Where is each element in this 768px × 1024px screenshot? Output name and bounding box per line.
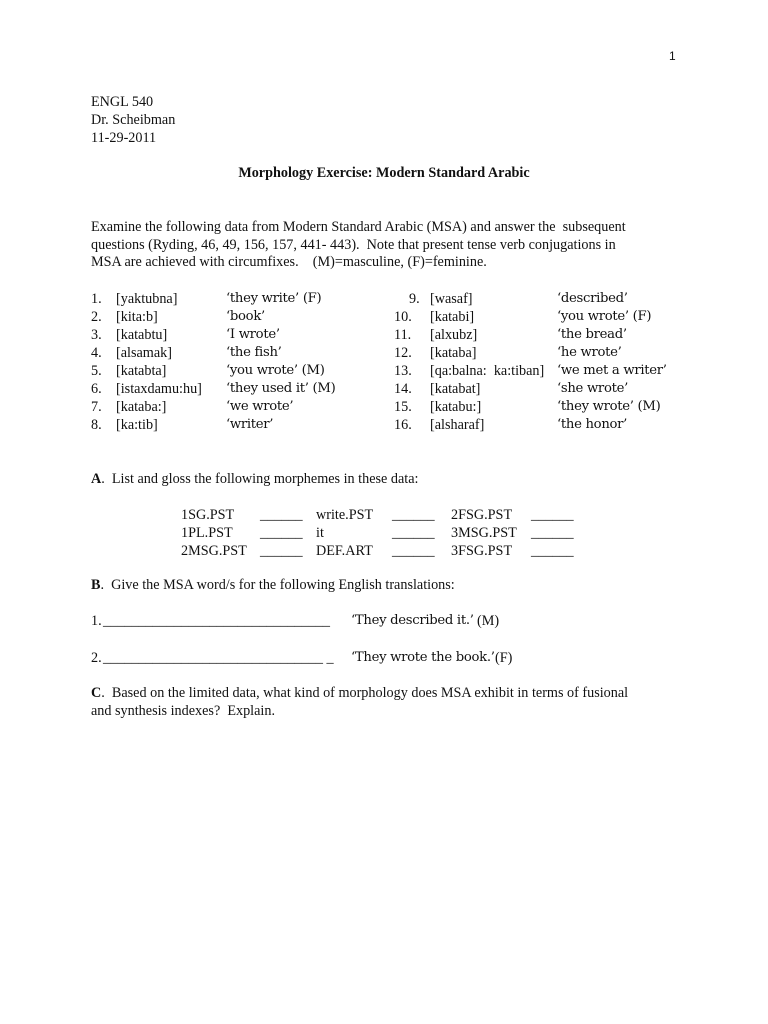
english-gloss: ‘he wrote’ — [557, 345, 622, 360]
translation-item — [91, 612, 691, 630]
data-row — [0, 290, 768, 308]
item-number: 9. — [409, 291, 420, 307]
answer-blank: ______ — [531, 525, 574, 541]
item-number: 15. — [394, 399, 412, 415]
item-number: 5. — [91, 363, 102, 379]
english-gloss: ‘you wrote’ (F) — [557, 309, 652, 324]
data-row — [0, 398, 768, 416]
english-gloss: ‘the honor’ — [557, 417, 628, 432]
question-letter: C — [91, 685, 102, 701]
english-gloss: ‘the bread’ — [557, 327, 627, 342]
intro-line: Examine the following data from Modern Standard Arabic (MSA) and answer the subsequent — [91, 219, 626, 235]
header-block — [91, 93, 175, 147]
item-number: 12. — [394, 345, 412, 361]
english-phrase: ‘They described it.’ — [351, 613, 474, 628]
arabic-form: [alxubz] — [430, 327, 478, 343]
data-row — [0, 416, 768, 434]
intro-paragraph — [91, 218, 671, 271]
english-gloss: ‘they used it’ (M) — [226, 381, 336, 396]
morpheme-label: 2MSG.PST — [181, 543, 247, 559]
english-gloss: ‘I wrote’ — [226, 327, 280, 342]
item-number: 13. — [394, 363, 412, 379]
english-gloss: ‘we wrote’ — [226, 399, 294, 414]
instructor-name: Dr. Scheibman — [91, 112, 176, 128]
english-gloss: ‘described’ — [557, 291, 628, 306]
answer-blank: ______ — [531, 543, 574, 559]
answer-blank: ______ — [260, 543, 303, 559]
english-gloss: ‘you wrote’ (M) — [226, 363, 325, 378]
morpheme-row — [0, 506, 768, 524]
item-number: 4. — [91, 345, 102, 361]
item-number: 1. — [91, 291, 102, 307]
question-line — [91, 684, 681, 702]
english-gloss: ‘they wrote’ (M) — [557, 399, 661, 414]
data-row — [0, 326, 768, 344]
arabic-form: [katabtu] — [116, 327, 168, 343]
morpheme-row — [0, 524, 768, 542]
page-number: 1 — [669, 49, 676, 63]
arabic-form: [kataba] — [430, 345, 477, 361]
answer-blank: ______ — [392, 525, 435, 541]
date: 11-29-2011 — [91, 130, 157, 146]
question-letter: B — [91, 577, 101, 593]
item-number: 2. — [91, 309, 102, 325]
english-gloss: ‘she wrote’ — [557, 381, 628, 396]
english-gloss: ‘we met a writer’ — [557, 363, 667, 378]
morpheme-label: DEF.ART — [316, 543, 373, 559]
english-gloss: ‘writer’ — [226, 417, 274, 432]
item-number: 1. — [91, 613, 102, 629]
question-text: . Give the MSA word/s for the following English translations: — [100, 577, 455, 593]
question-text: . List and gloss the following morphemes in these data: — [101, 471, 419, 487]
answer-blank: ______ — [260, 525, 303, 541]
item-number: 8. — [91, 417, 102, 433]
item-number: 11. — [394, 327, 412, 343]
page-title: Morphology Exercise: Modern Standard Arabic — [238, 165, 530, 181]
arabic-form: [katabu:] — [430, 399, 482, 415]
question-c — [91, 684, 681, 720]
intro-line: questions (Ryding, 46, 49, 156, 157, 441- 443). Note that present tense verb conjugations in — [91, 236, 616, 253]
gender-marker: (M) — [477, 613, 500, 629]
english-gloss: ‘the fish’ — [226, 345, 282, 360]
answer-blank: ______ — [392, 507, 435, 523]
answer-blank: ________________________________ — [103, 613, 330, 629]
arabic-form: [kita:b] — [116, 309, 158, 325]
arabic-form: [istaxdamu:hu] — [116, 381, 202, 397]
arabic-form: [alsharaf] — [430, 417, 485, 433]
english-gloss: ‘book’ — [226, 309, 265, 324]
question-text: . Based on the limited data, what kind of morphology does MSA exhibit in terms of fusional — [101, 685, 629, 701]
morpheme-label: 2FSG.PST — [451, 507, 513, 523]
answer-blank: ______ — [260, 507, 303, 523]
item-number: 2. — [91, 650, 102, 666]
arabic-form: [katabat] — [430, 381, 481, 397]
morpheme-label: write.PST — [316, 507, 374, 523]
arabic-form: [yaktubna] — [116, 291, 178, 307]
course-code: ENGL 540 — [91, 94, 154, 110]
english-phrase: ‘They wrote the book.’ — [351, 650, 495, 665]
question-letter: A — [91, 471, 102, 487]
item-number: 7. — [91, 399, 102, 415]
arabic-form: [qa:balna: ka:tiban] — [430, 363, 545, 379]
intro-line: MSA are achieved with circumfixes. (M)=masculine, (F)=feminine. — [91, 254, 487, 270]
gender-marker: (F) — [495, 650, 513, 666]
morpheme-label: it — [316, 525, 324, 541]
arabic-form: [wasaf] — [430, 291, 473, 307]
morpheme-label: 3FSG.PST — [451, 543, 513, 559]
arabic-form: [katabta] — [116, 363, 167, 379]
arabic-form: [ka:tib] — [116, 417, 158, 433]
data-row — [0, 380, 768, 398]
data-row — [0, 308, 768, 326]
answer-blank: _______________________________ _ — [103, 650, 334, 666]
data-row — [0, 344, 768, 362]
item-number: 10. — [394, 309, 412, 325]
item-number: 16. — [394, 417, 412, 433]
question-b — [91, 576, 455, 594]
morpheme-label: 1PL.PST — [181, 525, 233, 541]
answer-blank: ______ — [392, 543, 435, 559]
question-a — [91, 470, 418, 488]
question-line: and synthesis indexes? Explain. — [91, 703, 276, 719]
answer-blank: ______ — [531, 507, 574, 523]
data-row — [0, 362, 768, 380]
arabic-form: [alsamak] — [116, 345, 172, 361]
item-number: 6. — [91, 381, 102, 397]
item-number: 14. — [394, 381, 412, 397]
translation-item — [91, 649, 691, 667]
english-gloss: ‘they write’ (F) — [226, 291, 322, 306]
morpheme-label: 1SG.PST — [181, 507, 235, 523]
arabic-form: [katabi] — [430, 309, 475, 325]
item-number: 3. — [91, 327, 102, 343]
morpheme-label: 3MSG.PST — [451, 525, 517, 541]
morpheme-row — [0, 542, 768, 560]
arabic-form: [kataba:] — [116, 399, 167, 415]
